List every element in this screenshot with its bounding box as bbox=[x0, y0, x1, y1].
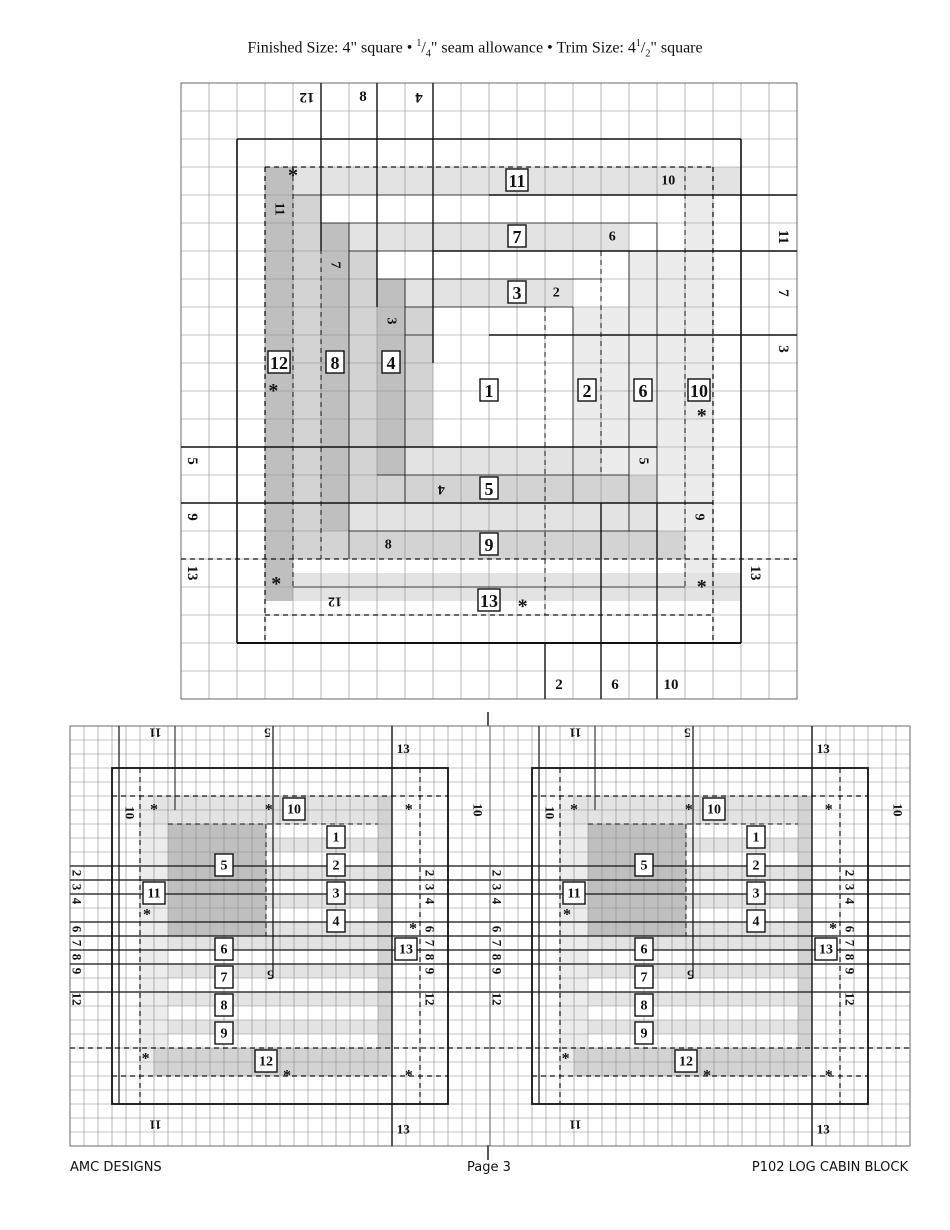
small-right-inner-label-5-text: 5 bbox=[686, 967, 694, 983]
main-piece-label-4-text: 4 bbox=[386, 353, 396, 373]
small-left-piece-label-1-text: 1 bbox=[332, 830, 340, 846]
small-left-bottom-label-13 bbox=[397, 1122, 411, 1137]
main-piece-label-5 bbox=[480, 477, 498, 499]
main-cut-label-top-4 bbox=[415, 89, 423, 105]
small-right-piece-label-5 bbox=[635, 854, 653, 876]
bullet: • bbox=[406, 39, 413, 57]
main-piece-label-13 bbox=[478, 589, 500, 611]
main-piece-label-10-text: 10 bbox=[690, 381, 708, 401]
small-right-piece-9-strip bbox=[588, 1020, 798, 1034]
small-left-piece-label-3-text: 3 bbox=[332, 886, 340, 902]
small-left-bottom-label-13-text: 13 bbox=[396, 1121, 410, 1137]
small-left-piece-label-8 bbox=[215, 994, 233, 1016]
small-left-right-label-7 bbox=[422, 940, 437, 947]
small-right-left-label-4 bbox=[490, 898, 505, 905]
small-right-left-label-8 bbox=[490, 954, 505, 961]
small-right-asterisk-5-text: * bbox=[561, 1050, 570, 1068]
small-left-right-label-8-text: 8 bbox=[422, 953, 438, 961]
small-left-left-label-8-text: 8 bbox=[69, 953, 85, 961]
small-right-left-label-8-text: 8 bbox=[489, 953, 505, 961]
small-right-bottom-label-11-text: 11 bbox=[569, 1117, 582, 1133]
small-left-right-label-2-text: 2 bbox=[422, 869, 438, 877]
small-left-piece-label-4 bbox=[327, 910, 345, 932]
small-left-piece-label-11-text: 11 bbox=[147, 886, 161, 902]
small-left-piece-label-12-text: 12 bbox=[259, 1054, 273, 1070]
small-left-asterisk-2-text: * bbox=[404, 801, 413, 819]
small-left-asterisk-6 bbox=[283, 1068, 291, 1085]
small-left-outer-10 bbox=[471, 804, 486, 817]
small-left-inner-label-5-text: 5 bbox=[266, 967, 274, 983]
small-right-left-label-7-text: 7 bbox=[489, 939, 505, 947]
footer-right: P102 LOG CABIN BLOCK bbox=[751, 1160, 908, 1175]
small-left-asterisk-4-text: * bbox=[409, 920, 417, 938]
small-right-outer-10-text: 10 bbox=[890, 803, 906, 817]
main-piece-label-6 bbox=[634, 379, 652, 401]
small-right-left-label-6-text: 6 bbox=[489, 925, 505, 933]
small-right-right-label-2 bbox=[842, 870, 857, 877]
trim-fraction-num: 1 bbox=[635, 38, 641, 49]
main-inner-5 bbox=[636, 458, 651, 465]
small-right-piece-label-3-text: 3 bbox=[752, 886, 760, 902]
small-right-piece-label-8 bbox=[635, 994, 653, 1016]
small-right-piece-label-10 bbox=[703, 798, 725, 820]
small-right-bottom-label-13-text: 13 bbox=[816, 1121, 830, 1137]
small-left-piece-label-9-text: 9 bbox=[220, 1026, 228, 1042]
main-cut-label-top-4-text: 4 bbox=[415, 89, 423, 105]
small-right-asterisk-4 bbox=[829, 921, 837, 938]
small-right-piece-label-3 bbox=[747, 882, 765, 904]
main-asterisk-3-text: * bbox=[271, 573, 282, 596]
small-left-top-label-11-text: 11 bbox=[149, 725, 162, 741]
main-piece-4-strip bbox=[377, 279, 405, 475]
main-asterisk-4-text: * bbox=[696, 576, 707, 598]
small-right-piece-8-strip bbox=[588, 992, 798, 1006]
small-left-left-label-9 bbox=[70, 968, 85, 975]
main-piece-8-strip bbox=[321, 223, 349, 531]
small-right-piece-label-4-text: 4 bbox=[752, 914, 760, 930]
small-right-bottom-label-11 bbox=[569, 1118, 581, 1133]
trim-suffix: " square bbox=[650, 39, 703, 57]
small-left-asterisk-6-text: * bbox=[283, 1067, 291, 1085]
finished-size: Finished Size: 4" square bbox=[247, 39, 403, 57]
main-cut-label-right-13 bbox=[747, 566, 763, 581]
small-left-asterisk-1 bbox=[265, 802, 273, 819]
main-piece-label-5-text: 5 bbox=[484, 479, 494, 499]
main-inner-5-text: 5 bbox=[635, 457, 651, 465]
trim-fraction-den: 2 bbox=[645, 48, 651, 60]
main-asterisk-1-text: * bbox=[268, 380, 279, 402]
small-right-asterisk-5 bbox=[562, 1051, 570, 1068]
small-left-piece-label-12 bbox=[255, 1050, 277, 1072]
small-left-left-label-12 bbox=[70, 993, 85, 1006]
small-right-asterisk-1-text: * bbox=[684, 801, 693, 819]
main-piece-label-11-text: 11 bbox=[508, 171, 526, 191]
main-cut-label-bottom-10 bbox=[664, 677, 679, 693]
main-inner-9 bbox=[692, 514, 707, 521]
small-right-top-label-13 bbox=[817, 741, 831, 756]
small-left-piece-label-10 bbox=[283, 798, 305, 820]
main-cut-label-left-5-text: 5 bbox=[184, 457, 201, 465]
small-right-left-label-3 bbox=[490, 884, 505, 891]
small-right-left-label-2 bbox=[490, 870, 505, 877]
main-cut-label-right-3 bbox=[775, 345, 791, 353]
small-right-piece-label-13-text: 13 bbox=[819, 942, 833, 958]
small-right-top-label-11 bbox=[569, 726, 581, 741]
small-left-asterisk-0-text: * bbox=[150, 801, 158, 819]
small-right-piece-label-11-text: 11 bbox=[567, 886, 581, 902]
small-left-piece-label-13 bbox=[395, 938, 417, 960]
small-right-piece-label-7 bbox=[635, 966, 653, 988]
small-right-asterisk-6-text: * bbox=[703, 1067, 711, 1085]
small-left-right-label-9 bbox=[422, 968, 437, 975]
small-right-right-label-8-text: 8 bbox=[842, 953, 858, 961]
main-piece-label-7-text: 7 bbox=[512, 227, 522, 247]
main-piece-label-13-text: 13 bbox=[480, 591, 498, 611]
main-asterisk-2 bbox=[697, 405, 707, 427]
main-shade-col-4 bbox=[293, 195, 321, 559]
small-right-side-label-10-text: 10 bbox=[542, 806, 558, 820]
main-piece-label-8 bbox=[326, 351, 344, 373]
small-left-top-label-5 bbox=[264, 726, 271, 741]
main-asterisk-1 bbox=[268, 380, 278, 402]
small-right-piece-label-8-text: 8 bbox=[640, 998, 648, 1014]
trim-size: Trim Size: 4 bbox=[556, 39, 636, 57]
main-piece-label-2-text: 2 bbox=[582, 381, 592, 401]
main-piece-label-10 bbox=[688, 379, 710, 401]
small-right-left-label-4-text: 4 bbox=[489, 897, 505, 905]
main-inner-6-text: 6 bbox=[608, 229, 616, 245]
main-cut-label-right-3-text: 3 bbox=[775, 345, 791, 353]
small-left-asterisk-3-text: * bbox=[143, 906, 151, 924]
small-left-right-label-12 bbox=[422, 993, 437, 1006]
small-left-left-label-6 bbox=[70, 926, 85, 933]
small-right-left-label-12-text: 12 bbox=[489, 992, 505, 1006]
small-left-piece-label-9 bbox=[215, 1022, 233, 1044]
small-right-piece-label-1-text: 1 bbox=[752, 830, 760, 846]
small-right-right-label-12-text: 12 bbox=[842, 992, 858, 1006]
main-cut-label-bottom-10-text: 10 bbox=[663, 677, 679, 693]
small-left-right-label-2 bbox=[422, 870, 437, 877]
main-asterisk-4 bbox=[697, 576, 707, 598]
small-right-piece-label-4 bbox=[747, 910, 765, 932]
main-piece-label-1 bbox=[480, 379, 498, 401]
small-left-asterisk-7 bbox=[405, 1068, 413, 1085]
small-left-bottom-label-11-text: 11 bbox=[149, 1117, 162, 1133]
seam-fraction-num: 1 bbox=[416, 38, 422, 49]
small-left-asterisk-3 bbox=[143, 907, 151, 924]
main-piece-label-8-text: 8 bbox=[330, 353, 340, 373]
small-left-right-label-4 bbox=[422, 898, 437, 905]
small-left-piece-label-3 bbox=[327, 882, 345, 904]
small-right-right-label-4 bbox=[842, 898, 857, 905]
main-shade-col-6 bbox=[349, 251, 377, 503]
main-cut-label-bottom-6-text: 6 bbox=[611, 677, 619, 693]
small-left-left-label-3 bbox=[70, 884, 85, 891]
main-piece-label-3 bbox=[508, 281, 526, 303]
small-right-asterisk-0-text: * bbox=[570, 801, 578, 819]
small-right-asterisk-7-text: * bbox=[824, 1067, 833, 1085]
small-right-asterisk-0 bbox=[570, 802, 578, 819]
small-left-left-label-7-text: 7 bbox=[69, 939, 85, 947]
small-left-left-label-12-text: 12 bbox=[69, 992, 85, 1006]
small-left-left-label-8 bbox=[70, 954, 85, 961]
main-shade-row-14 bbox=[349, 475, 657, 503]
small-left-piece-label-8-text: 8 bbox=[220, 998, 228, 1014]
small-left-piece-label-2 bbox=[327, 854, 345, 876]
main-inner-11 bbox=[272, 202, 287, 215]
small-left-bottom-label-11 bbox=[149, 1118, 161, 1133]
main-inner-8-text: 8 bbox=[384, 537, 392, 553]
main-inner-11-text: 11 bbox=[271, 202, 287, 216]
main-asterisk-3 bbox=[271, 573, 281, 595]
main-inner-12 bbox=[328, 594, 342, 609]
main-piece-label-2 bbox=[578, 379, 596, 401]
main-inner-10-text: 10 bbox=[661, 173, 676, 189]
small-left-piece-label-5 bbox=[215, 854, 233, 876]
main-inner-3-text: 3 bbox=[383, 317, 399, 325]
small-left-asterisk-2 bbox=[405, 802, 413, 819]
main-cut-label-right-7-text: 7 bbox=[775, 289, 791, 297]
small-right-right-label-6 bbox=[842, 926, 857, 933]
small-right-piece-label-13 bbox=[815, 938, 837, 960]
small-right-asterisk-7 bbox=[825, 1068, 833, 1085]
small-left-left-label-9-text: 9 bbox=[69, 967, 85, 975]
main-piece-label-11 bbox=[506, 169, 528, 191]
small-right-piece-label-10-text: 10 bbox=[707, 802, 721, 818]
small-right-left-label-12 bbox=[490, 993, 505, 1006]
small-left-asterisk-1-text: * bbox=[264, 801, 273, 819]
bullet: • bbox=[547, 39, 553, 57]
small-right-inner-label-5 bbox=[686, 968, 693, 983]
main-asterisk-5-text: * bbox=[517, 595, 528, 618]
main-piece-label-12 bbox=[268, 351, 290, 373]
main-cut-label-bottom-6 bbox=[611, 677, 619, 693]
small-left-piece-label-1 bbox=[327, 826, 345, 848]
small-left-side-label-10 bbox=[123, 806, 138, 819]
small-right-right-label-6-text: 6 bbox=[842, 925, 858, 933]
small-left-piece-label-2-text: 2 bbox=[332, 858, 340, 874]
small-right-piece-label-1 bbox=[747, 826, 765, 848]
small-left-piece-label-5-text: 5 bbox=[220, 858, 228, 874]
main-piece-label-1-text: 1 bbox=[484, 381, 494, 401]
small-right-piece-label-6-text: 6 bbox=[640, 942, 648, 958]
small-right-asterisk-6 bbox=[703, 1068, 711, 1085]
main-cut-label-top-12 bbox=[300, 89, 315, 105]
main-cut-label-right-11-text: 11 bbox=[775, 229, 791, 245]
main-piece-label-12-text: 12 bbox=[270, 353, 288, 373]
small-left-piece-label-6-text: 6 bbox=[220, 942, 228, 958]
small-left-top-label-13 bbox=[397, 741, 411, 756]
small-right-side-label-10 bbox=[543, 806, 558, 819]
main-cut-label-bottom-2-text: 2 bbox=[555, 677, 563, 693]
main-inner-3 bbox=[384, 318, 399, 325]
main-cut-label-bottom-2 bbox=[555, 677, 563, 693]
small-right-right-label-3 bbox=[842, 884, 857, 891]
small-left-piece-label-13-text: 13 bbox=[399, 942, 413, 958]
main-cut-label-left-9-text: 9 bbox=[184, 513, 201, 521]
small-right-piece-label-9 bbox=[635, 1022, 653, 1044]
small-right-left-label-7 bbox=[490, 940, 505, 947]
small-left-piece-label-10-text: 10 bbox=[287, 802, 301, 818]
small-right-left-label-3-text: 3 bbox=[489, 883, 505, 891]
small-left-left-label-4 bbox=[70, 898, 85, 905]
main-inner-8 bbox=[385, 538, 392, 553]
main-asterisk-0 bbox=[288, 164, 298, 186]
small-right-right-label-12 bbox=[842, 993, 857, 1006]
small-right-right-label-7-text: 7 bbox=[842, 939, 858, 947]
footer-left: AMC DESIGNS bbox=[70, 1160, 162, 1175]
main-piece-label-6-text: 6 bbox=[638, 381, 648, 401]
small-left-left-label-3-text: 3 bbox=[69, 883, 85, 891]
main-piece-2-strip bbox=[573, 307, 601, 447]
small-right-right-label-9-text: 9 bbox=[842, 967, 858, 975]
small-right-piece-label-2-text: 2 bbox=[752, 858, 760, 874]
main-inner-4-text: 4 bbox=[437, 481, 445, 497]
main-cut-label-right-13-text: 13 bbox=[747, 565, 763, 581]
small-right-piece-label-6 bbox=[635, 938, 653, 960]
main-cut-label-top-12-text: 12 bbox=[299, 89, 315, 105]
small-left-left-label-7 bbox=[70, 940, 85, 947]
small-left-piece-label-6 bbox=[215, 938, 233, 960]
small-left-piece-label-7-text: 7 bbox=[220, 970, 228, 986]
small-left-asterisk-7-text: * bbox=[404, 1067, 413, 1085]
main-piece-label-3-text: 3 bbox=[512, 283, 522, 303]
main-cut-label-right-7 bbox=[775, 289, 791, 297]
footer-page-number: Page 3 bbox=[467, 1160, 511, 1175]
small-right-asterisk-3 bbox=[563, 907, 571, 924]
small-left-right-label-9-text: 9 bbox=[422, 967, 438, 975]
main-piece-label-4 bbox=[382, 351, 400, 373]
small-right-piece-label-11 bbox=[563, 882, 585, 904]
small-right-top-label-5-text: 5 bbox=[684, 725, 691, 741]
main-piece-label-7 bbox=[508, 225, 526, 247]
main-inner-7-text: 7 bbox=[327, 261, 343, 269]
small-right-piece-label-12-text: 12 bbox=[679, 1054, 693, 1070]
small-right-top-label-11-text: 11 bbox=[569, 725, 582, 741]
main-piece-label-9-text: 9 bbox=[484, 535, 494, 555]
main-piece-6-strip bbox=[629, 251, 657, 503]
small-right-asterisk-2-text: * bbox=[824, 801, 833, 819]
small-left-piece-9-strip bbox=[168, 1020, 378, 1034]
small-right-right-label-3-text: 3 bbox=[842, 883, 858, 891]
small-right-outer-10 bbox=[891, 804, 906, 817]
seam-allowance: " seam allowance bbox=[430, 39, 544, 57]
small-right-asterisk-3-text: * bbox=[563, 906, 571, 924]
main-cut-label-left-5 bbox=[184, 457, 200, 465]
small-right-right-label-8 bbox=[842, 954, 857, 961]
main-inner-2 bbox=[553, 286, 560, 301]
main-cut-label-top-8-text: 8 bbox=[359, 89, 367, 105]
small-right-left-label-2-text: 2 bbox=[489, 869, 505, 877]
main-cut-label-left-13-text: 13 bbox=[184, 565, 201, 581]
small-left-right-label-6-text: 6 bbox=[422, 925, 438, 933]
main-cut-label-top-8 bbox=[359, 89, 367, 105]
main-cut-label-left-13 bbox=[184, 566, 200, 581]
small-right-right-label-9 bbox=[842, 968, 857, 975]
small-left-right-label-4-text: 4 bbox=[422, 897, 438, 905]
small-right-piece-label-12 bbox=[675, 1050, 697, 1072]
main-inner-2-text: 2 bbox=[552, 285, 560, 301]
small-left-right-label-7-text: 7 bbox=[422, 939, 438, 947]
small-right-left-label-9 bbox=[490, 968, 505, 975]
small-left-right-label-3 bbox=[422, 884, 437, 891]
main-asterisk-0-text: * bbox=[288, 164, 298, 187]
small-right-piece-label-7-text: 7 bbox=[640, 970, 648, 986]
small-right-piece-label-5-text: 5 bbox=[640, 858, 648, 874]
small-right-piece-label-9-text: 9 bbox=[640, 1026, 648, 1042]
small-right-asterisk-1 bbox=[685, 802, 693, 819]
small-right-left-label-6 bbox=[490, 926, 505, 933]
small-right-right-label-2-text: 2 bbox=[842, 869, 858, 877]
small-right-piece-label-2 bbox=[747, 854, 765, 876]
small-left-right-label-12-text: 12 bbox=[422, 992, 438, 1006]
small-left-asterisk-0 bbox=[150, 802, 158, 819]
small-right-bottom-label-13 bbox=[817, 1122, 831, 1137]
main-cut-label-left-9 bbox=[184, 513, 200, 521]
page-title: Finished Size: 4" square • $^1/_4$" seam allowance • Trim Size: $4^1/_2$" square bbox=[247, 38, 703, 60]
small-left-inner-label-5 bbox=[266, 968, 273, 983]
small-right-top-label-13-text: 13 bbox=[816, 740, 830, 756]
small-left-top-label-13-text: 13 bbox=[396, 740, 410, 756]
main-inner-6 bbox=[609, 230, 616, 245]
main-piece-label-9 bbox=[480, 533, 498, 555]
small-left-left-label-2-text: 2 bbox=[69, 869, 85, 877]
small-left-piece-8-strip bbox=[168, 992, 378, 1006]
small-left-top-label-11 bbox=[149, 726, 161, 741]
main-asterisk-5 bbox=[518, 596, 528, 618]
main-shade-col-8 bbox=[405, 307, 433, 447]
small-left-asterisk-5 bbox=[142, 1051, 150, 1068]
main-inner-10 bbox=[661, 174, 675, 189]
small-left-left-label-6-text: 6 bbox=[69, 925, 85, 933]
main-cut-label-right-11 bbox=[775, 230, 791, 244]
main-inner-7 bbox=[328, 262, 343, 269]
small-left-outer-10-text: 10 bbox=[470, 803, 486, 817]
small-left-asterisk-4 bbox=[409, 921, 417, 938]
small-left-right-label-3-text: 3 bbox=[422, 883, 438, 891]
main-inner-4 bbox=[438, 482, 445, 497]
small-left-right-label-6 bbox=[422, 926, 437, 933]
small-left-piece-label-11 bbox=[143, 882, 165, 904]
small-right-right-label-7 bbox=[842, 940, 857, 947]
small-left-top-label-5-text: 5 bbox=[264, 725, 271, 741]
small-right-asterisk-4-text: * bbox=[829, 920, 837, 938]
small-left-right-label-8 bbox=[422, 954, 437, 961]
small-left-side-label-10-text: 10 bbox=[122, 806, 138, 820]
seam-fraction-den: 4 bbox=[425, 48, 431, 60]
small-right-top-label-5 bbox=[684, 726, 691, 741]
small-left-left-label-2 bbox=[70, 870, 85, 877]
small-left-left-label-4-text: 4 bbox=[69, 897, 85, 905]
main-inner-12-text: 12 bbox=[328, 593, 342, 609]
small-right-left-label-9-text: 9 bbox=[489, 967, 505, 975]
small-left-asterisk-5-text: * bbox=[141, 1050, 150, 1068]
small-right-asterisk-2 bbox=[825, 802, 833, 819]
small-left-piece-label-7 bbox=[215, 966, 233, 988]
small-left-piece-label-4-text: 4 bbox=[332, 914, 340, 930]
small-right-right-label-4-text: 4 bbox=[842, 897, 858, 905]
main-asterisk-2-text: * bbox=[696, 405, 707, 428]
main-inner-9-text: 9 bbox=[691, 513, 707, 521]
